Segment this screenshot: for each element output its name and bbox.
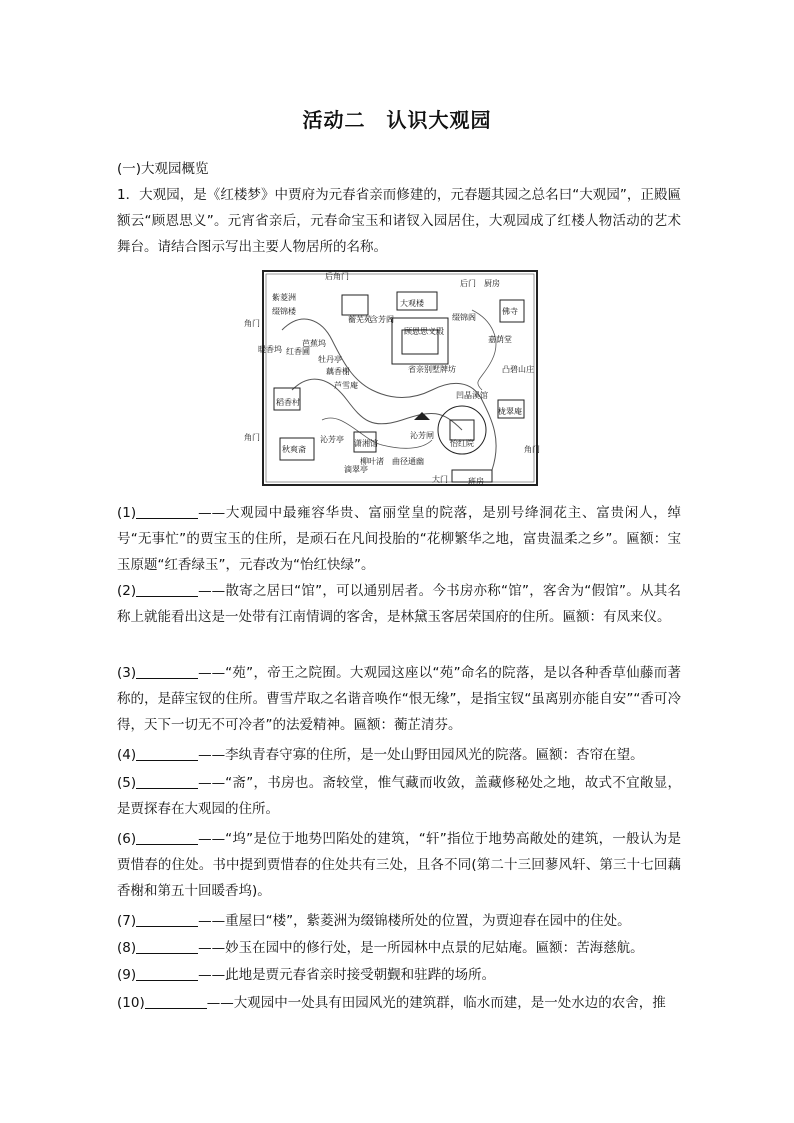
- map-label-qujingtongyou: 曲径通幽: [392, 457, 424, 466]
- map-label-bajiaowu: 芭蕉坞: [302, 339, 326, 348]
- question-item-4: (4) ——李纨青春守寡的住所，是一处山野田园风光的院落。匾额：杏帘在望。: [117, 747, 644, 763]
- map-label-aojingxiguan: 凹晶溪馆: [456, 391, 488, 400]
- map-label-chufang: 厨房: [484, 279, 500, 288]
- answer-blank[interactable]: [145, 994, 207, 1009]
- map-label-luxuean: 芦雪庵: [334, 381, 358, 390]
- map-label-gongfangting: 缀锦阁: [452, 313, 476, 322]
- map-label-zhuijinlou: 缀锦楼: [272, 307, 296, 316]
- question-item-10: (10) ——大观园中一处具有田园风光的建筑群，临水而建，是一处水边的农舍，推: [117, 995, 666, 1011]
- answer-blank[interactable]: [136, 774, 198, 789]
- map-label-hanfangge: 含芳阁: [370, 315, 394, 324]
- question-item-1: (1) ——大观园中最雍容华贵、富丽堂皇的院落，是别号绛洞花主、富贵闲人，绰号“无事忙”的贾宝玉的住所，是顽石在凡间投胎的“花柳繁华之地，富贵温柔之乡”。匾额：宝玉原题“红香绿玉”，元春改为“怡红快绿”。: [117, 505, 681, 573]
- answer-blank[interactable]: [136, 504, 198, 519]
- answer-blank[interactable]: [136, 830, 198, 845]
- page-title: 活动二 认识大观园: [302, 108, 492, 132]
- map-label-yihongyuan: 怡红院: [450, 439, 474, 448]
- map-label-hengwuyuan: 蘅芜苑: [348, 315, 372, 324]
- answer-blank[interactable]: [136, 746, 198, 761]
- map-label-houmen-jiao: 后角门: [325, 272, 349, 281]
- question-item-7: (7) ——重屋曰“楼”，紫菱洲为缀锦楼所处的位置，为贾迎春在园中的住处。: [117, 913, 631, 929]
- map-label-qiushuangzhai: 秋爽斋: [282, 445, 306, 454]
- question-item-5: (5) ——“斋”，书房也。斋较堂，惟气藏而收敛，盖藏修秘处之地，故式不宜敞显，是贾探春在大观园的住所。: [117, 775, 681, 817]
- map-label-dicuiting: 滴翠亭: [344, 465, 368, 474]
- map-label-mudanting: 牡丹亭: [318, 355, 342, 364]
- map-label-tongquan: 佛寺: [502, 307, 518, 316]
- question-item-8: (8) ——妙玉在园中的修行处，是一所园林中点景的尼姑庵。匾额：苦海慈航。: [117, 940, 644, 956]
- answer-blank[interactable]: [136, 912, 198, 927]
- map-label-xiaoxiangguan: 潇湘馆: [354, 439, 378, 448]
- question-item-9: (9) ——此地是贾元春省亲时接受朝觐和驻跸的场所。: [117, 967, 496, 983]
- map-label-jiaomen-l2: 角门: [244, 433, 260, 442]
- answer-blank[interactable]: [136, 664, 198, 679]
- map-label-liuyezhu: 柳叶渚: [360, 457, 384, 466]
- map-label-oushenxie: 藕香榭: [326, 367, 350, 376]
- map-label-damen: 大门: [432, 475, 448, 484]
- map-label-guensiyi: 顾恩思义殿: [404, 327, 444, 336]
- map-label-shengqinpai: 省亲别墅牌坊: [408, 365, 456, 374]
- map-label-jiaomen-l1: 角门: [244, 319, 260, 328]
- map-label-daoxiangcun: 稻香村: [276, 398, 300, 407]
- map-label-hongxiangpu: 红香圃: [286, 347, 310, 356]
- map-label-qinfangting: 沁芳亭: [320, 435, 344, 444]
- map-label-dagl-lou: 大观楼: [400, 299, 424, 308]
- map-label-zilingzhou: 紫菱洲: [272, 293, 296, 302]
- map-label-jiayintang: 嘉荫堂: [488, 335, 512, 344]
- answer-blank[interactable]: [136, 966, 198, 981]
- grand-view-garden-map: [244, 270, 540, 486]
- map-label-qinfangzha: 沁芳闸: [410, 431, 434, 440]
- map-label-banfang: 班房: [468, 477, 484, 486]
- question-item-3: (3) ——“苑”，帝王之院囿。大观园这座以“苑”命名的院落，是以各种香草仙藤而著称的，是薛宝钗的住所。曹雪芹取之名谐音唤作“恨无缘”，是指宝钗“虽离别亦能自安”“香可冷得，天下一切无不可冷者”的法爱精神。匾额：蘅芷清芬。: [117, 665, 681, 733]
- question-item-2: (2) ——散寄之居曰“馆”，可以通别居者。今书房亦称“馆”，客舍为“假馆”。从其名称上就能看出这是一处带有江南情调的客舍，是林黛玉客居荣国府的住所。匾额：有凤来仪。: [117, 583, 681, 625]
- map-label-jiaomen-r: 角门: [524, 445, 540, 454]
- question-item-6: (6) ——“坞”是位于地势凹陷处的建筑，“轩”指位于地势高敞处的建筑，一般认为是贾惜春的住处。书中提到贾惜春的住处共有三处，且各不同(第二十三回蓼风轩、第三十七回藕香榭和第五十回暖香坞)。: [117, 831, 681, 899]
- map-label-longcuian: 栊翠庵: [498, 407, 522, 416]
- map-label-tubishanzhuang: 凸碧山庄: [502, 365, 534, 374]
- intro-paragraph: 1．大观园，是《红楼梦》中贾府为元春省亲而修建的，元春题其园之总名曰“大观园”，正殿匾额云“顾恩思义”。元宵省亲后，元春命宝玉和诸钗入园居住，大观园成了红楼人物活动的艺术舞台。请结合图示写出主要人物居所的名称。: [117, 187, 681, 255]
- section-heading: (一)大观园概览: [117, 161, 209, 177]
- map-label-nuanxiangwu: 暖香坞: [258, 345, 282, 354]
- map-label-houmen: 后门: [460, 279, 476, 288]
- answer-blank[interactable]: [136, 939, 198, 954]
- answer-blank[interactable]: [136, 582, 198, 597]
